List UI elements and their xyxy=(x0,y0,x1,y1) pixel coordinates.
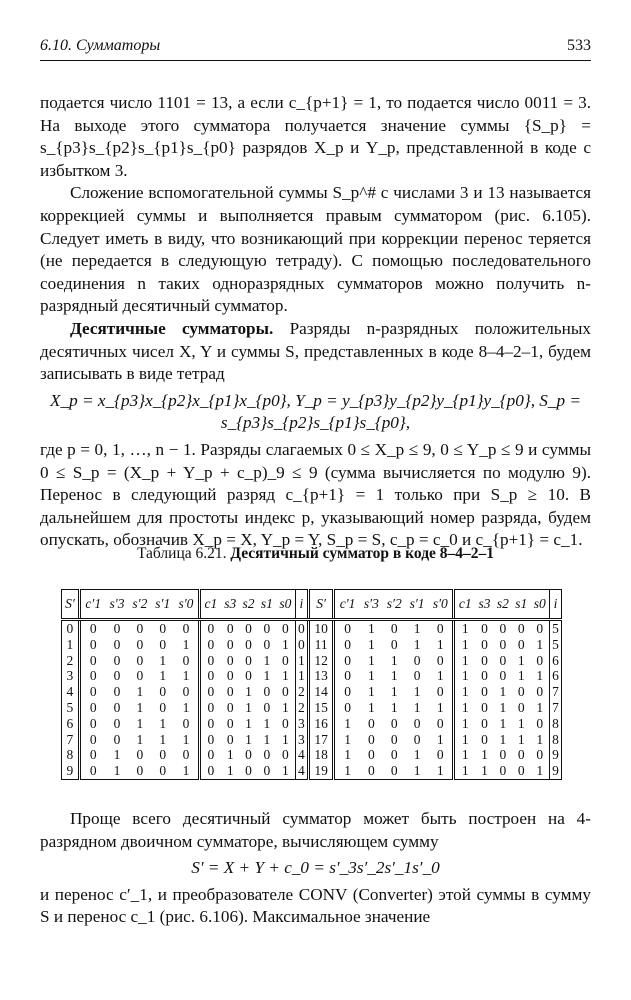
paragraph-3-text: Разряды n-разрядных положительных десятичных чисел X, Y и суммы S, представленных в коде 8–4–2–1, будем записывать в виде тетрад xyxy=(40,318,591,384)
table-cell: 1 xyxy=(334,763,360,779)
table-cell: 5 xyxy=(550,637,562,653)
table-cell: 0 xyxy=(436,715,444,731)
table-cell: 0 xyxy=(436,652,444,668)
table-cell: 0 xyxy=(245,668,252,684)
table-cell: 3 xyxy=(295,716,308,732)
table-cell: 0 xyxy=(368,763,375,779)
formula-tetrads: X_p = x_{p3}x_{p2}x_{p1}x_{p0}, Y_p = y_{p3}y_{p2}y_{p1}y_{p0}, S_p = s_{p3}s_{p2}s_{p1}s_{p0}, xyxy=(50,390,581,433)
table-cell: 1 xyxy=(295,653,308,669)
table-cell: 0 xyxy=(182,715,190,731)
table-cell: 0 xyxy=(481,715,488,731)
table-cell: 0 xyxy=(79,747,105,763)
table-cell: 0 xyxy=(113,715,121,731)
paragraph-5: Проще всего десятичный сумматор может быть построен на 4-разрядном двоичном сумматоре, вычисляющем сумму xyxy=(40,809,591,851)
header-cell: s0 xyxy=(276,590,295,620)
table-cell: 0 xyxy=(436,684,444,700)
table-cell: 1 xyxy=(390,652,398,668)
table-cell: 1 xyxy=(263,715,271,731)
table-cell: 0 xyxy=(481,684,488,700)
table-cell: 1 xyxy=(182,668,190,684)
table-cell: 0 xyxy=(245,763,252,779)
truth-table xyxy=(61,589,562,780)
table-cell: 2 xyxy=(295,684,308,700)
table-cell: 0 xyxy=(436,621,444,636)
table-cell: 1 xyxy=(368,636,375,652)
table-cell: 0 xyxy=(368,747,375,763)
table-cell: 1 xyxy=(454,716,476,732)
table-cell: 6 xyxy=(550,653,562,669)
table-cell: 0 xyxy=(281,652,289,668)
table-cell: 1 xyxy=(517,652,525,668)
table-cell: 0 xyxy=(263,699,271,715)
table-cell: 4 xyxy=(295,747,308,763)
header-cell: s2 xyxy=(494,590,512,620)
table-cell: 1 xyxy=(245,699,252,715)
table-cell: 0 xyxy=(413,731,421,747)
table-cell: 1 xyxy=(368,684,375,700)
header-cell: s′0 xyxy=(428,590,453,620)
table-cell: 0 xyxy=(136,668,144,684)
table-cell: 1 xyxy=(182,731,190,747)
table-cell: 0 xyxy=(199,716,221,732)
table-cell: 0 xyxy=(199,684,221,700)
table-cell: 0 xyxy=(199,668,221,684)
lower-text xyxy=(40,808,591,929)
table-cell: 0 xyxy=(182,747,190,763)
header-cell: s3 xyxy=(221,590,239,620)
table-cell: 1 xyxy=(499,731,507,747)
table-row xyxy=(62,668,562,684)
table-cell: 6 xyxy=(550,668,562,684)
table-cell: 14 xyxy=(309,684,334,700)
header-cell: s2 xyxy=(239,590,257,620)
table-cell: 1 xyxy=(413,621,421,636)
table-cell: 0 xyxy=(79,620,105,637)
table-cell: 0 xyxy=(199,732,221,748)
table-cell: 0 xyxy=(499,621,507,636)
header-cell: S′ xyxy=(62,590,80,620)
table-cell: 11 xyxy=(309,637,334,653)
table-cell: 1 xyxy=(454,653,476,669)
table-cell: 1 xyxy=(263,668,271,684)
table-cell: 1 xyxy=(113,747,121,763)
table-cell: 0 xyxy=(263,636,271,652)
table-cell: 8 xyxy=(66,747,74,763)
table-cell: 19 xyxy=(309,763,334,779)
table-cell: 0 xyxy=(517,621,525,636)
table-cell: 0 xyxy=(334,684,360,700)
table-cell: 0 xyxy=(368,715,375,731)
table-cell: 0 xyxy=(113,699,121,715)
table-row xyxy=(62,653,562,669)
table-cell: 0 xyxy=(136,747,144,763)
table-cell: 0 xyxy=(66,621,74,636)
table-cell: 0 xyxy=(390,763,398,779)
table-cell: 1 xyxy=(517,668,525,684)
table-cell: 0 xyxy=(281,715,289,731)
table-cell: 12 xyxy=(309,653,334,669)
table-cell: 0 xyxy=(334,637,360,653)
table-cell: 0 xyxy=(281,747,289,763)
table-cell: 0 xyxy=(334,620,360,637)
header-cell: s′3 xyxy=(106,590,129,620)
table-cell: 1 xyxy=(334,747,360,763)
table-cell: 0 xyxy=(226,715,234,731)
table-cell: 1 xyxy=(113,763,121,779)
table-cell: 0 xyxy=(159,636,167,652)
table-row xyxy=(62,747,562,763)
header-cell: S′ xyxy=(309,590,334,620)
table-cell: 4 xyxy=(66,684,74,700)
table-cell: 0 xyxy=(536,652,544,668)
table-cell: 15 xyxy=(309,700,334,716)
table-cell: 1 xyxy=(368,668,375,684)
table-cell: 0 xyxy=(79,700,105,716)
table-cell: 0 xyxy=(226,636,234,652)
table-cell: 0 xyxy=(79,684,105,700)
table-cell: 1 xyxy=(436,668,444,684)
table-cell: 7 xyxy=(550,684,562,700)
table-cell: 0 xyxy=(536,684,544,700)
table-cell: 0 xyxy=(436,747,444,763)
table-cell: 1 xyxy=(334,716,360,732)
table-cell: 5 xyxy=(66,699,74,715)
table-row xyxy=(62,637,562,653)
paragraph-6: и перенос c′_1, и преобразователе CONV (Converter) этой суммы в сумму S и перенос c_1 (рис. 6.106). Максимальное значение xyxy=(40,884,591,927)
table-cell: 7 xyxy=(550,700,562,716)
table-cell: 0 xyxy=(281,684,289,700)
table-cell: 0 xyxy=(199,653,221,669)
table-cell: 1 xyxy=(499,684,507,700)
table-cell: 0 xyxy=(334,668,360,684)
table-cell: 1 xyxy=(245,731,252,747)
paragraph-2: Сложение вспомогательной суммы S_p^# с числами 3 и 13 называется коррекцией суммы и выполняется правым сумматором (рис. 6.105). Следует иметь в виду, что возникающий при коррекции перенос теряется (не передается в следующую тетраду). С помощью последовательного соединения n таких одноразрядных сумматоров можно получить n-разрядный десятичный сумматор. xyxy=(40,183,591,316)
table-cell: 4 xyxy=(295,763,308,779)
table-cell: 9 xyxy=(550,763,562,779)
table-cell: 1 xyxy=(517,731,525,747)
table-cell: 1 xyxy=(390,668,398,684)
table-cell: 0 xyxy=(182,621,190,636)
table-cell: 0 xyxy=(536,715,544,731)
table-row xyxy=(62,684,562,700)
table-row xyxy=(62,763,562,779)
table-cell: 0 xyxy=(334,653,360,669)
table-cell: 1 xyxy=(159,652,167,668)
header-cell: s′2 xyxy=(128,590,151,620)
table-row xyxy=(62,700,562,716)
table-cell: 0 xyxy=(245,652,252,668)
table-cell: 0 xyxy=(199,763,221,779)
table-cell: 0 xyxy=(79,637,105,653)
table-cell: 1 xyxy=(454,763,476,779)
page-number: 533 xyxy=(567,37,591,54)
table-cell: 16 xyxy=(309,716,334,732)
table-cell: 0 xyxy=(413,652,421,668)
table-cell: 0 xyxy=(390,621,398,636)
table-cell: 0 xyxy=(517,699,525,715)
header-cell: s3 xyxy=(475,590,493,620)
table-cell: 0 xyxy=(136,652,144,668)
table-caption-number: Таблица 6.21. xyxy=(136,545,231,562)
table-cell: 1 xyxy=(413,699,421,715)
table-cell: 0 xyxy=(79,763,105,779)
running-header xyxy=(40,37,591,61)
header-cell: s′0 xyxy=(174,590,199,620)
table-cell: 0 xyxy=(113,652,121,668)
table-cell: 0 xyxy=(481,636,488,652)
table-cell: 0 xyxy=(517,636,525,652)
table-cell: 0 xyxy=(159,699,167,715)
table-cell: 0 xyxy=(226,668,234,684)
table-cell: 0 xyxy=(517,747,525,763)
table-cell: 1 xyxy=(281,731,289,747)
paragraph-3 xyxy=(40,318,591,386)
table-cell: 6 xyxy=(66,715,74,731)
paragraph-4: где p = 0, 1, …, n − 1. Разряды слагаемых 0 ≤ X_p ≤ 9, 0 ≤ Y_p ≤ 9 и суммы 0 ≤ S_p = (X_p + Y_p + c_p)_9 ≤ 9 (сумма вычисляется по модулю 9). Перенос в следующий разряд c_{p+1} = 1 только при S_p ≥ 10. В дальнейшем для простоты индекс p, указывающий номер разряда, будем опускать, обозначив X_p = X, Y_p = Y, S_p = S, c_p = c_0 и c_{p+1} = c_1. xyxy=(40,439,591,550)
table-cell: 0 xyxy=(536,621,544,636)
table-cell: 0 xyxy=(226,699,234,715)
header-cell: s1 xyxy=(258,590,276,620)
table-cell: 0 xyxy=(113,731,121,747)
table-cell: 1 xyxy=(413,684,421,700)
header-cell: i xyxy=(295,590,308,620)
table-cell: 1 xyxy=(182,699,190,715)
table-cell: 0 xyxy=(136,636,144,652)
table-cell: 0 xyxy=(481,668,488,684)
table-body xyxy=(62,620,562,780)
table-cell: 0 xyxy=(390,731,398,747)
table-cell: 0 xyxy=(368,731,375,747)
table-cell: 1 xyxy=(390,699,398,715)
table-cell: 9 xyxy=(550,747,562,763)
table-cell: 2 xyxy=(66,652,74,668)
table-cell: 1 xyxy=(368,621,375,636)
table-cell: 1 xyxy=(436,763,444,779)
table-cell: 1 xyxy=(413,636,421,652)
table-cell: 0 xyxy=(481,652,488,668)
table-cell: 0 xyxy=(199,620,221,637)
table-cell: 1 xyxy=(536,636,544,652)
table-cell: 1 xyxy=(136,684,144,700)
header-cell: s1 xyxy=(512,590,530,620)
table-cell: 0 xyxy=(113,636,121,652)
table-cell: 1 xyxy=(66,636,74,652)
table-cell: 1 xyxy=(536,699,544,715)
table-cell: 1 xyxy=(281,699,289,715)
table-cell: 1 xyxy=(390,684,398,700)
header-cell: c′1 xyxy=(79,590,105,620)
table-cell: 0 xyxy=(182,652,190,668)
table-cell: 1 xyxy=(517,715,525,731)
table-cell: 0 xyxy=(499,763,507,779)
table-cell: 1 xyxy=(226,763,234,779)
table-cell: 0 xyxy=(481,699,488,715)
header-cell: s′3 xyxy=(360,590,383,620)
table-cell: 1 xyxy=(454,732,476,748)
decimal-adder-table xyxy=(61,589,562,780)
table-cell: 1 xyxy=(226,747,234,763)
table-cell: 0 xyxy=(79,716,105,732)
header-cell: c1 xyxy=(199,590,221,620)
table-cell: 1 xyxy=(281,668,289,684)
table-cell: 0 xyxy=(226,684,234,700)
table-cell: 0 xyxy=(263,684,271,700)
header-cell: s′1 xyxy=(151,590,174,620)
table-row xyxy=(62,716,562,732)
table-cell: 0 xyxy=(281,621,289,636)
table-cell: 1 xyxy=(263,652,271,668)
table-cell: 0 xyxy=(499,652,507,668)
table-cell: 0 xyxy=(113,668,121,684)
table-cell: 0 xyxy=(295,637,308,653)
table-cell: 0 xyxy=(199,747,221,763)
table-cell: 1 xyxy=(413,763,421,779)
table-cell: 0 xyxy=(79,668,105,684)
table-cell: 1 xyxy=(454,684,476,700)
table-cell: 0 xyxy=(159,621,167,636)
table-cell: 0 xyxy=(499,747,507,763)
table-caption-title: Десятичный сумматор в коде 8–4–2–1 xyxy=(230,545,495,562)
table-cell: 0 xyxy=(159,684,167,700)
table-cell: 1 xyxy=(281,636,289,652)
table-cell: 1 xyxy=(481,747,488,763)
table-cell: 0 xyxy=(79,732,105,748)
table-cell: 0 xyxy=(113,621,121,636)
table-cell: 1 xyxy=(334,732,360,748)
table-cell: 1 xyxy=(136,715,144,731)
table-cell: 0 xyxy=(390,636,398,652)
header-cell: s′1 xyxy=(406,590,429,620)
table-cell: 3 xyxy=(66,668,74,684)
table-cell: 1 xyxy=(368,652,375,668)
table-cell: 1 xyxy=(182,636,190,652)
table-cell: 13 xyxy=(309,668,334,684)
table-cell: 1 xyxy=(245,715,252,731)
table-cell: 0 xyxy=(413,715,421,731)
header-cell: s′2 xyxy=(383,590,406,620)
table-header-row xyxy=(62,590,562,620)
table-cell: 0 xyxy=(517,684,525,700)
table-cell: 0 xyxy=(226,731,234,747)
table-cell: 0 xyxy=(199,637,221,653)
table-cell: 0 xyxy=(226,621,234,636)
table-cell: 0 xyxy=(159,747,167,763)
table-cell: 1 xyxy=(159,731,167,747)
table-cell: 0 xyxy=(390,747,398,763)
table-cell: 0 xyxy=(334,700,360,716)
table-caption xyxy=(40,545,591,563)
table-cell: 1 xyxy=(499,715,507,731)
table-cell: 1 xyxy=(536,731,544,747)
table-cell: 8 xyxy=(550,732,562,748)
table-cell: 0 xyxy=(263,747,271,763)
table-cell: 1 xyxy=(413,747,421,763)
table-row xyxy=(62,732,562,748)
table-cell: 1 xyxy=(536,668,544,684)
table-cell: 0 xyxy=(413,668,421,684)
paragraph-3-heading: Десятичные сумматоры. xyxy=(70,318,274,338)
table-cell: 0 xyxy=(199,700,221,716)
table-cell: 1 xyxy=(182,763,190,779)
table-cell: 3 xyxy=(295,732,308,748)
table-cell: 0 xyxy=(182,684,190,700)
table-cell: 7 xyxy=(66,731,74,747)
table-cell: 1 xyxy=(136,731,144,747)
paragraph-1: подается число 1101 = 13, а если c_{p+1} = 1, то подается число 0011 = 3. На выходе этого сумматора получается значение суммы {S_p} = s_{p3}s_{p2}s_{p1}s_{p0} разрядов X_p и Y_p, представленной в коде с избытком 3. xyxy=(40,93,591,180)
table-cell: 0 xyxy=(113,684,121,700)
table-cell: 0 xyxy=(481,621,488,636)
table-cell: 0 xyxy=(295,620,308,637)
section-title: 6.10. Сумматоры xyxy=(40,37,161,54)
table-cell: 1 xyxy=(454,620,476,637)
table-cell: 1 xyxy=(368,699,375,715)
table-cell: 1 xyxy=(454,700,476,716)
table-cell: 1 xyxy=(245,684,252,700)
table-cell: 0 xyxy=(79,653,105,669)
table-cell: 1 xyxy=(436,731,444,747)
table-cell: 17 xyxy=(309,732,334,748)
formula-sum: S′ = X + Y + c_0 = s′_3s′_2s′_1s′_0 xyxy=(191,858,440,878)
table-cell: 1 xyxy=(436,699,444,715)
table-cell: 0 xyxy=(517,763,525,779)
table-cell: 18 xyxy=(309,747,334,763)
table-cell: 1 xyxy=(159,668,167,684)
table-cell: 1 xyxy=(436,636,444,652)
table-cell: 0 xyxy=(263,621,271,636)
table-cell: 1 xyxy=(159,715,167,731)
table-cell: 1 xyxy=(281,763,289,779)
table-cell: 1 xyxy=(454,747,476,763)
table-cell: 0 xyxy=(159,763,167,779)
table-cell: 0 xyxy=(245,621,252,636)
table-cell: 2 xyxy=(295,700,308,716)
table-row xyxy=(62,620,562,637)
table-cell: 0 xyxy=(245,747,252,763)
table-cell: 1 xyxy=(454,668,476,684)
table-cell: 1 xyxy=(481,763,488,779)
table-cell: 1 xyxy=(295,668,308,684)
table-cell: 0 xyxy=(226,652,234,668)
table-cell: 1 xyxy=(499,699,507,715)
header-cell: c1 xyxy=(454,590,476,620)
table-cell: 1 xyxy=(454,637,476,653)
header-cell: c′1 xyxy=(334,590,360,620)
table-cell: 0 xyxy=(481,731,488,747)
table-cell: 5 xyxy=(550,620,562,637)
table-cell: 0 xyxy=(390,715,398,731)
table-cell: 0 xyxy=(136,763,144,779)
table-cell: 8 xyxy=(550,716,562,732)
table-cell: 1 xyxy=(136,699,144,715)
table-cell: 1 xyxy=(263,731,271,747)
table-cell: 0 xyxy=(499,636,507,652)
table-cell: 0 xyxy=(499,668,507,684)
table-cell: 0 xyxy=(136,621,144,636)
table-cell: 10 xyxy=(309,620,334,637)
main-text xyxy=(40,92,591,552)
table-cell: 9 xyxy=(66,763,74,779)
table-cell: 0 xyxy=(263,763,271,779)
table-cell: 1 xyxy=(536,763,544,779)
table-cell: 0 xyxy=(536,747,544,763)
header-cell: i xyxy=(550,590,562,620)
table-cell: 0 xyxy=(245,636,252,652)
header-cell: s0 xyxy=(530,590,549,620)
